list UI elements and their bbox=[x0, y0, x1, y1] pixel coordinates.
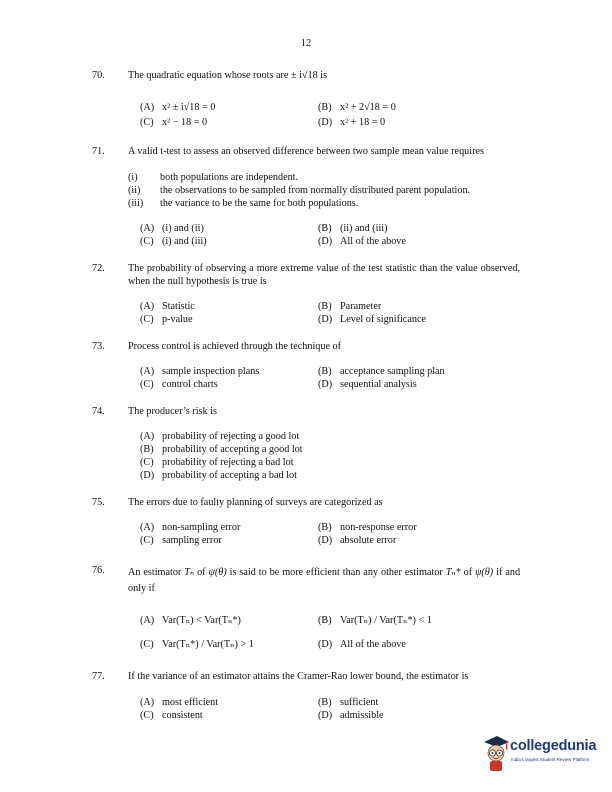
question-text: If the variance of an estimator attains the Cramer-Rao lower bound, the estimator is bbox=[128, 671, 469, 682]
option-a[interactable]: (A) probability of rejecting a good lot bbox=[140, 431, 300, 442]
option-c[interactable]: (C) sampling error bbox=[140, 535, 222, 546]
sub-item: (i) both populations are independent. bbox=[128, 172, 299, 183]
option-a[interactable]: (A) non-sampling error bbox=[140, 522, 241, 533]
option-a[interactable]: (A) most efficient bbox=[140, 697, 219, 708]
option-d[interactable]: (D) probability of accepting a bad lot bbox=[140, 470, 297, 481]
option-b[interactable]: (B) sufficient bbox=[318, 697, 379, 708]
option-a[interactable]: (A) x² ± i√18 = 0 bbox=[140, 102, 216, 113]
question-number: 77. bbox=[92, 671, 105, 682]
question-text: A valid t-test to assess an observed difference between two sample mean value requires bbox=[128, 146, 484, 157]
option-b[interactable]: (B) Var(Tₙ) / Var(Tₙ*) < 1 bbox=[318, 615, 432, 626]
question-text: The quadratic equation whose roots are ± i√18 is bbox=[128, 70, 328, 81]
option-d[interactable]: (D) absolute error bbox=[318, 535, 397, 546]
sub-item: (iii) the variance to be the same for both populations. bbox=[128, 198, 359, 209]
option-a[interactable]: (A) (i) and (ii) bbox=[140, 223, 204, 234]
option-c[interactable]: (C) control charts bbox=[140, 379, 218, 390]
option-a[interactable]: (A) sample inspection plans bbox=[140, 366, 260, 377]
option-d[interactable]: (D) sequential analysis bbox=[318, 379, 417, 390]
mascot-icon bbox=[482, 733, 510, 773]
option-b[interactable]: (B) (ii) and (iii) bbox=[318, 223, 388, 234]
question-text: Process control is achieved through the technique of bbox=[128, 341, 342, 352]
option-c[interactable]: (C) (i) and (iii) bbox=[140, 236, 207, 247]
option-b[interactable]: (B) probability of accepting a good lot bbox=[140, 444, 303, 455]
option-d[interactable]: (D) Level of significance bbox=[318, 314, 426, 325]
option-a[interactable]: (A) Statistic bbox=[140, 301, 195, 312]
sub-item: (ii) the observations to be sampled from normally distributed parent population. bbox=[128, 185, 471, 196]
option-c[interactable]: (C) x² − 18 = 0 bbox=[140, 117, 208, 128]
option-d[interactable]: (D) All of the above bbox=[318, 639, 406, 650]
page-number: 12 bbox=[300, 38, 312, 49]
question-number: 74. bbox=[92, 406, 105, 417]
option-a[interactable]: (A) Var(Tₙ) < Var(Tₙ*) bbox=[140, 615, 241, 626]
option-c[interactable]: (C) Var(Tₙ*) / Var(Tₙ) > 1 bbox=[140, 639, 254, 650]
question-text: An estimator Tₙ of ψ(θ) is said to be more efficient than any other estimator Tₙ* of ψ(θ) if and only if bbox=[128, 567, 521, 594]
question-number: 71. bbox=[92, 146, 105, 157]
question-number: 75. bbox=[92, 497, 105, 508]
option-d[interactable]: (D) admissible bbox=[318, 710, 384, 721]
option-b[interactable]: (B) Parameter bbox=[318, 301, 382, 312]
question-text: The errors due to faulty planning of surveys are categorized as bbox=[128, 497, 383, 508]
question-text: The probability of observing a more extreme value of the test statistic than the value observed, when the null hypothesis is true is bbox=[128, 263, 520, 287]
question-number: 70. bbox=[92, 70, 105, 81]
option-b[interactable]: (B) x² + 2√18 = 0 bbox=[318, 102, 396, 113]
option-c[interactable]: (C) probability of rejecting a bad lot bbox=[140, 457, 294, 468]
option-c[interactable]: (C) p-value bbox=[140, 314, 193, 325]
logo-tagline: India's largest Student Review Platform bbox=[511, 757, 590, 762]
option-c[interactable]: (C) consistent bbox=[140, 710, 203, 721]
question-number: 72. bbox=[92, 263, 105, 274]
option-d[interactable]: (D) All of the above bbox=[318, 236, 406, 247]
logo-name: collegedunia bbox=[510, 738, 597, 754]
option-b[interactable]: (B) non-response error bbox=[318, 522, 417, 533]
question-number: 76. bbox=[92, 565, 105, 576]
option-b[interactable]: (B) acceptance sampling plan bbox=[318, 366, 445, 377]
option-d[interactable]: (D) x² + 18 = 0 bbox=[318, 117, 386, 128]
question-text: The producer’s risk is bbox=[128, 406, 217, 417]
question-number: 73. bbox=[92, 341, 105, 352]
collegedunia-logo[interactable] bbox=[482, 733, 600, 777]
